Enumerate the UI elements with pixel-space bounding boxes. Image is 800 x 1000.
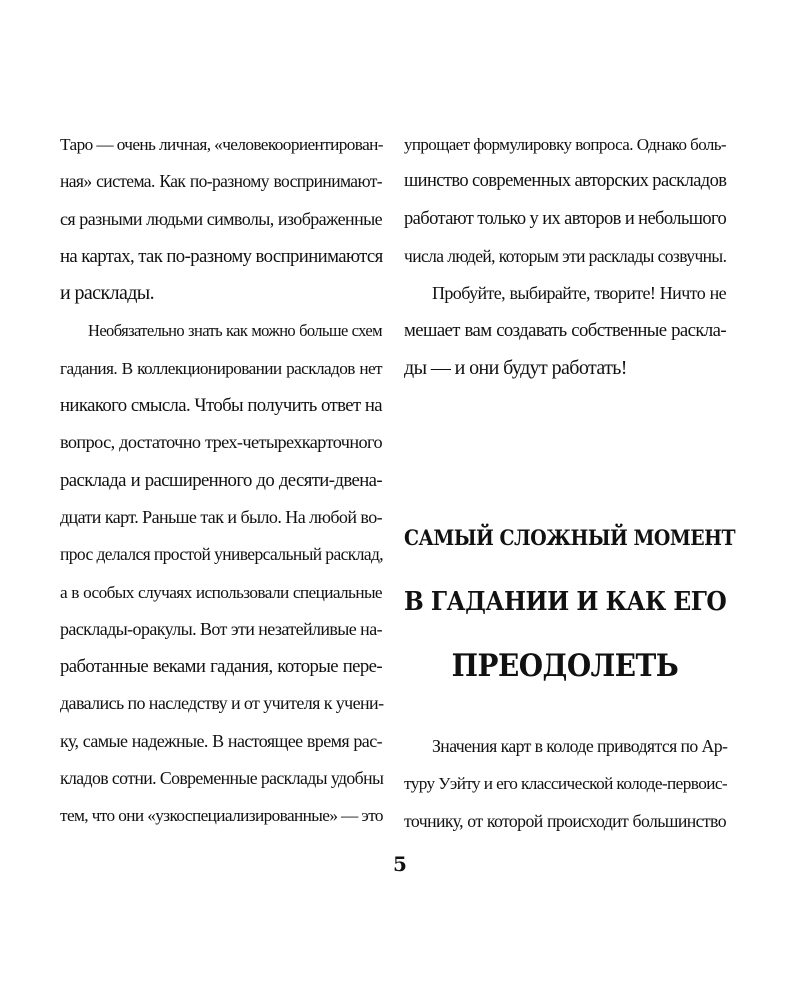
text-line: ку, самые надежные. В настоящее время рас- bbox=[60, 730, 382, 751]
text-line: расклады-оракулы. Вот эти незатейливые на- bbox=[60, 618, 382, 639]
text-line: никакого смысла. Чтобы получить ответ на bbox=[60, 395, 382, 417]
text-line: Пробуйте, выбирайте, творите! Ничто не bbox=[432, 283, 726, 304]
text-line: гадания. В коллекционировании раскладов нет bbox=[60, 358, 382, 378]
text-line: и расклады. bbox=[60, 282, 155, 305]
text-line: расклада и расширенного до десяти-двена- bbox=[60, 469, 382, 491]
heading-line: САМЫЙ СЛОЖНЫЙ МОМЕНТ bbox=[404, 525, 736, 550]
text-line: туру Уэйту и его классической колоде-первоис- bbox=[404, 774, 728, 794]
text-line: Значения карт в колоде приводятся по Ар- bbox=[432, 736, 728, 756]
text-line: мешает вам создавать собственные раскла- bbox=[404, 320, 726, 342]
text-line: давались по наследству и от учителя к учени- bbox=[60, 693, 384, 714]
text-line: точнику, от которой происходит большинство bbox=[404, 810, 726, 831]
text-line: Таро — очень личная, «человекоориентирован- bbox=[60, 135, 383, 154]
text-line: ная» система. Как по-разному воспринимают- bbox=[60, 171, 382, 192]
text-line: ды — и они будут работать! bbox=[404, 356, 627, 379]
text-line: шинство современных авторских раскладов bbox=[404, 171, 727, 192]
section-heading bbox=[404, 506, 736, 698]
text-line: дцати карт. Раньше так и было. На любой во- bbox=[60, 506, 382, 527]
heading-line: ПРЕОДОЛЕТЬ bbox=[451, 648, 679, 684]
right-text-column-top bbox=[404, 126, 726, 387]
left-text-column bbox=[60, 126, 382, 835]
text-line: а в особых случаях использовали специальные bbox=[60, 582, 382, 602]
text-line: ся разными людьми символы, изображенные bbox=[60, 208, 382, 229]
text-line: прос делался простой универсальный расклад, bbox=[60, 544, 384, 565]
text-line: вопрос, достаточно трех-четырехкарточного bbox=[60, 432, 382, 453]
text-line: на картах, так по-разному воспринимаются bbox=[60, 245, 383, 267]
page-number: 5 bbox=[393, 852, 407, 876]
text-line: работанные веками гадания, которые пере- bbox=[60, 656, 382, 678]
text-line: кладов сотни. Современные расклады удобны bbox=[60, 768, 384, 789]
text-line: работают только у их авторов и небольшого bbox=[404, 208, 727, 229]
right-text-column-bottom bbox=[404, 728, 726, 840]
text-line: упрощает формулировку вопроса. Однако боль- bbox=[404, 135, 726, 154]
text-line: тем, что они «узкоспециализированные» — это bbox=[60, 806, 383, 826]
text-line: Необязательно знать как можно больше схем bbox=[88, 321, 382, 341]
text-line: числа людей, которым эти расклады созвучны. bbox=[404, 245, 727, 266]
heading-line: В ГАДАНИИ И КАК ЕГО bbox=[404, 587, 727, 617]
